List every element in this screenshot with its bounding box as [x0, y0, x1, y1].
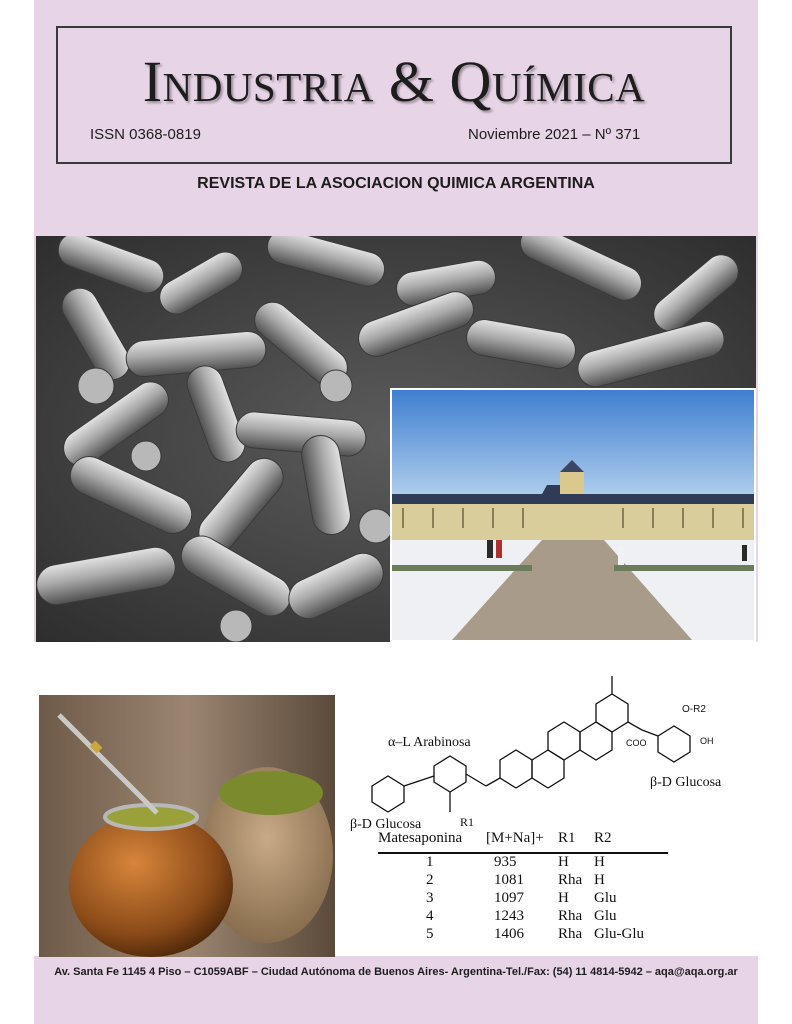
table-header	[378, 826, 668, 854]
masthead	[56, 26, 732, 164]
table-row: 2 1081 Rha H	[426, 872, 605, 888]
label-glucosa-left: β-D Glucosa	[350, 817, 422, 832]
mate-gourd-image	[39, 695, 335, 957]
label-coo: COO	[626, 738, 647, 748]
label-glucosa-right: β-D Glucosa	[650, 775, 722, 790]
table-row: 5 1406 Rha Glu-Glu	[426, 926, 644, 942]
mate-photo	[39, 695, 335, 957]
saponin-structure	[350, 662, 750, 832]
palace-photo	[390, 388, 756, 642]
header-r2: R2	[594, 830, 612, 846]
journal-subtitle: REVISTA DE LA ASOCIACION QUIMICA ARGENTINA	[197, 175, 595, 192]
table-row: 1 935 H H	[426, 854, 605, 870]
cover-page	[34, 0, 758, 1024]
label-r1: R1	[460, 815, 475, 829]
journal-title: Industria & Química	[142, 49, 646, 114]
header-r1: R1	[558, 830, 576, 846]
issn-number: ISSN 0368-0819	[90, 126, 201, 143]
table-row: 4 1243 Rha Glu	[426, 908, 617, 924]
palace-image	[392, 390, 754, 640]
issue-date: Noviembre 2021 – Nº 371	[468, 126, 641, 143]
footer-address: Av. Santa Fe 1145 4 Piso – C1059ABF – Ciudad Autónoma de Buenos Aires- Argentina-Tel./Fax: (54) 11 4814-5942 – aqa@aqa.org.ar	[54, 966, 738, 978]
label-or2: O-R2	[682, 704, 706, 715]
lower-section	[34, 642, 758, 956]
chemical-structure-diagram	[350, 662, 750, 832]
matesaponin-table	[378, 826, 668, 944]
header-mass: [M+Na]+	[486, 830, 544, 846]
label-arabinosa: α–L Arabinosa	[388, 735, 471, 750]
label-oh: OH	[700, 736, 714, 746]
header-matesaponina: Matesaponina	[378, 830, 463, 846]
table-row: 3 1097 H Glu	[426, 890, 617, 906]
